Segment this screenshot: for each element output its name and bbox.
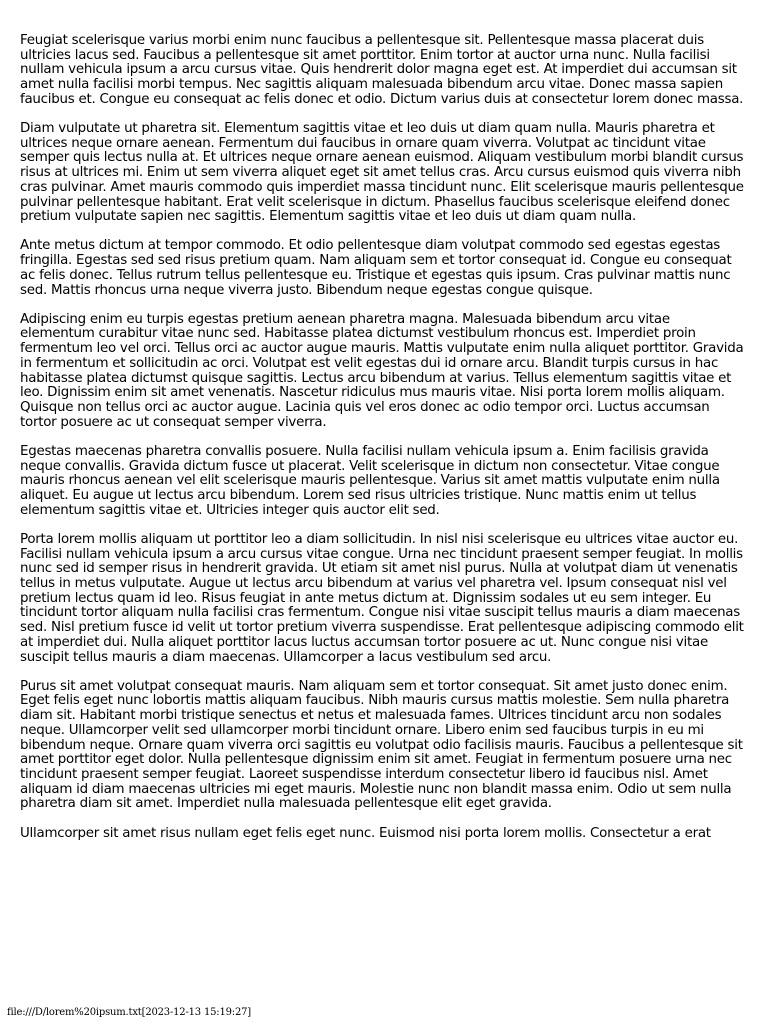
paragraph-7: Purus sit amet volutpat consequat mauris. Nam aliquam sem et tortor consequat. Sit amet justo donec enim. Eget felis eget nunc lobortis mattis aliquam faucibus. Nibh mauris cursus mattis molestie. Sem nulla pharetra diam sit. Habitant morbi tristique senectus et netus et malesuada fames. Ultrices tincidunt arcu non sodales neque. Ullamcorper velit sed ullamcorper morbi tincidunt ornare. Libero enim sed faucibus turpis in eu mi bibendum neque. Ornare quam viverra orci sagittis eu volutpat odio facilisis mauris. Faucibus a pellentesque sit amet porttitor eget dolor. Nulla pellentesque dignissim enim sit amet. Feugiat in fermentum posuere urna nec tincidunt praesent semper feugiat. Laoreet suspendisse interdum consectetur libero id faucibus nisl. Amet aliquam id diam maecenas ultricies mi eget mauris. Molestie nunc non blandit massa enim. Odio ut sem nulla pharetra diam sit amet. Imperdiet nulla malesuada pellentesque elit eget gravida. [20,678,743,812]
paragraph-8: Ullamcorper sit amet risus nullam eget felis eget nunc. Euismod nisi porta lorem mollis. Consectetur a erat [20,825,711,841]
paragraph-5: Egestas maecenas pharetra convallis posuere. Nulla facilisi nullam vehicula ipsum a. Enim facilisis gravida neque convallis. Gravida dictum fusce ut placerat. Velit scelerisque in dictum non consectetur. Vitae congue mauris rhoncus aenean vel elit scelerisque mauris pellentesque. Varius sit amet mattis vulputate enim nulla aliquet. Eu augue ut lectus arcu bibendum. Lorem sed risus ultricies tristique. Nunc mattis enim ut tellus elementum sagittis vitae et. Ultricies integer quis auctor elit sed. [20,443,720,518]
document-body [20,34,748,856]
paragraph-1: Feugiat scelerisque varius morbi enim nunc faucibus a pellentesque sit. Pellentesque massa placerat duis ultricies lacus sed. Faucibus a pellentesque sit amet porttitor. Enim tortor at auctor urna nunc. Nulla facilisi nullam vehicula ipsum a arcu cursus vitae. Quis hendrerit dolor magna eget est. At imperdiet dui accumsan sit amet nulla facilisi morbi tempus. Nec sagittis aliquam malesuada bibendum arcu vitae. Donec massa sapien faucibus et. Congue eu consequat ac felis donec et odio. Dictum varius duis at consectetur lorem donec massa. [20,33,744,107]
paragraph-2: Diam vulputate ut pharetra sit. Elementum sagittis vitae et leo duis ut diam quam nulla. Mauris pharetra et ultrices neque ornare aenean. Fermentum dui faucibus in ornare quam viverra. Volutpat ac tincidunt vitae semper quis lectus nulla at. Et ultrices neque ornare aenean euismod. Aliquam vestibulum morbi blandit cursus risus at ultrices mi. Enim ut sem viverra aliquet eget sit amet tellus cras. Arcu cursus euismod quis viverra nibh cras pulvinar. Amet mauris commodo quis imperdiet massa tincidunt nunc. Elit scelerisque mauris pellentesque pulvinar pellentesque habitant. Erat velit scelerisque in dictum. Phasellus faucibus scelerisque eleifend donec pretium vulputate sapien nec sagittis. Elementum sagittis vitae et leo duis ut diam quam nulla. [20,121,744,225]
paragraph-4: Adipiscing enim eu turpis egestas pretium aenean pharetra magna. Malesuada bibendum arcu vitae elementum curabitur vitae nunc sed. Habitasse platea dictumst vestibulum rhoncus est. Imperdiet proin fermentum leo vel orci. Tellus orci ac auctor augue mauris. Mattis vulputate enim nulla aliquet porttitor. Gravida in fermentum et sollicitudin ac orci. Volutpat est velit egestas dui id ornare arcu. Blandit turpis cursus in hac habitasse platea dictumst quisque sagittis. Lectus arcu bibendum at varius. Tellus elementum sagittis vitae et leo. Dignissim enim sit amet venenatis. Nascetur ridiculus mus mauris vitae. Nisi porta lorem mollis aliquam. Quisque non tellus orci ac auctor augue. Lacinia quis vel eros donec ac odio tempor orci. Luctus accumsan tortor posuere ac ut consequat semper viverra. [20,311,744,430]
paragraph-6: Porta lorem mollis aliquam ut porttitor leo a diam sollicitudin. In nisl nisi scelerisque eu ultrices vitae auctor eu. Facilisi nullam vehicula ipsum a arcu cursus vitae congue. Urna nec tincidunt praesent semper feugiat. In mollis nunc sed id semper risus in hendrerit gravida. Ut etiam sit amet nisl purus. Nulla at volutpat diam ut venenatis tellus in metus vulputate. Augue ut lectus arcu bibendum at varius vel pharetra vel. Ipsum consequat nisl vel pretium lectus quam id leo. Risus feugiat in ante metus dictum at. Dignissim sodales ut eu sem integer. Eu tincidunt tortor aliquam nulla facilisi cras fermentum. Congue nisi vitae suscipit tellus mauris a diam maecenas sed. Nisl pretium fusce id velit ut tortor pretium viverra suspendisse. Erat pellentesque adipiscing commodo elit at imperdiet dui. Nulla aliquet porttitor lacus luctus accumsan tortor posuere ac ut. Nunc congue nisi vitae suscipit tellus mauris a diam maecenas. Ullamcorper a lacus vestibulum sed arcu. [20,531,744,665]
print-footer-url: file:///D/lorem%20ipsum.txt[2023-12-13 15:19:27] [7,1007,251,1018]
paragraph-3: Ante metus dictum at tempor commodo. Et odio pellentesque diam volutpat commodo sed egestas egestas fringilla. Egestas sed sed risus pretium quam. Nam aliquam sem et tortor consequat id. Congue eu consequat ac felis donec. Tellus rutrum tellus pellentesque eu. Tristique et egestas quis ipsum. Cras pulvinar mattis nunc sed. Mattis rhoncus urna neque viverra justo. Bibendum neque egestas congue quisque. [20,238,732,298]
